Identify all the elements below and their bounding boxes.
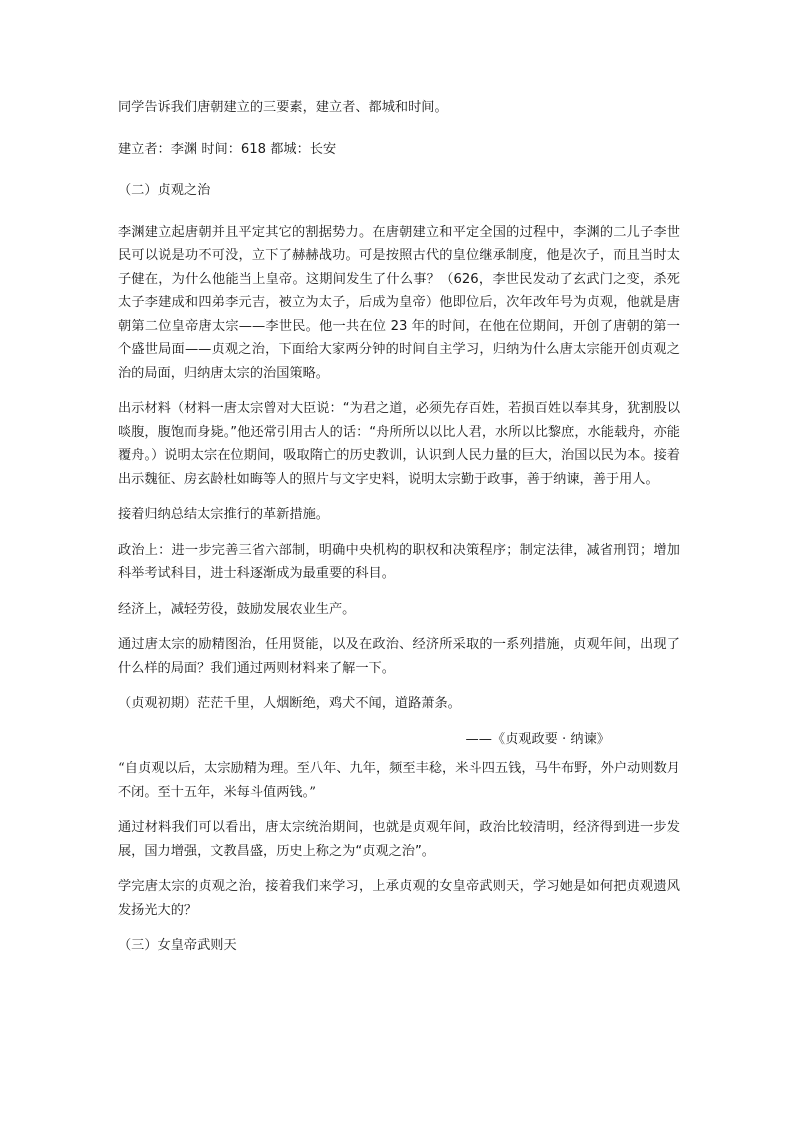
paragraph-politics: 政治上：进一步完善三省六部制，明确中央机构的职权和决策程序；制定法律，减省刑罚；增加科举考试科目，进士科逐渐成为最重要的科目。	[118, 542, 680, 581]
paragraph-founding-facts: 建立者：李渊 时间：618 都城：长安	[118, 141, 337, 157]
paragraph-quote: “自贞观以后，太宗励精为理。至八年、九年，频至丰稔，米斗四五钱，马牛布野，外户动则数月不闭。至十五年，米每斗值两钱。”	[118, 761, 680, 800]
section-heading-zhenguan: （二）贞观之治	[118, 183, 211, 198]
paragraph-intro: 同学告诉我们唐朝建立的三要素，建立者、都城和时间。	[118, 100, 448, 115]
section-heading-wu-zetian: （三）女皇帝武则天	[118, 938, 237, 953]
paragraph-question: 通过唐太宗的励精图治，任用贤能，以及在政治、经济所采取的一系列措施，贞观年间，出现了什么样的局面？我们通过两则材料来了解一下。	[118, 637, 680, 676]
paragraph-conclusion: 通过材料我们可以看出，唐太宗统治期间，也就是贞观年间，政治比较清明，经济得到进一步发展，国力增强，文教昌盛，历史上称之为“贞观之治”。	[118, 820, 680, 859]
paragraph-li-shimin: 李渊建立起唐朝并且平定其它的割据势力。在唐朝建立和平定全国的过程中，李渊的二儿子李世民可以说是功不可没，立下了赫赫战功。可是按照古代的皇位继承制度，他是次子，而且当时太子健在，为什么他能当上皇帝。这期间发生了什么事？（626，李世民发动了玄武门之变，杀死太子李建成和四弟李元吉，被立为太子，后成为皇帝）他即位后，次年改年号为贞观，他就是唐朝第二位皇帝唐太宗——李世民。他一共在位 23 年的时间，在他在位期间，开创了唐朝的第一个盛世局面——贞观之治，下面给大家两分钟的时间自主学习，归纳为什么唐太宗能开创贞观之治的局面，归纳唐太宗的治国策略。	[118, 224, 680, 381]
document-body	[118, 96, 680, 958]
paragraph-economy: 经济上，减轻劳役，鼓励发展农业生产。	[118, 601, 356, 617]
paragraph-materials: 出示材料（材料一唐太宗曾对大臣说：“为君之道，必须先存百姓，若损百姓以奉其身，犹割股以啖腹，腹饱而身毙。”他还常引用古人的话：“舟所所以以比人君，水所以比黎庶，水能载舟，亦能覆舟。）说明太宗在位期间，吸取隋亡的历史教训，认识到人民力量的巨大，治国以民为本。接着出示魏征、房玄龄杜如晦等人的照片与文字史料，说明太宗勤于政事，善于纳谏，善于用人。	[118, 401, 681, 487]
paragraph-early-zhenguan: （贞观初期）茫茫千里，人烟断绝，鸡犬不闻，道路萧条。	[118, 696, 461, 711]
paragraph-reform-summary: 接着归纳总结太宗推行的革新措施。	[118, 507, 329, 522]
source-citation: ——《贞观政要 · 纳谏》	[465, 731, 610, 747]
paragraph-transition: 学完唐太宗的贞观之治，接着我们来学习，上承贞观的女皇帝武则天，学习她是如何把贞观遗风发扬光大的？	[118, 879, 680, 918]
